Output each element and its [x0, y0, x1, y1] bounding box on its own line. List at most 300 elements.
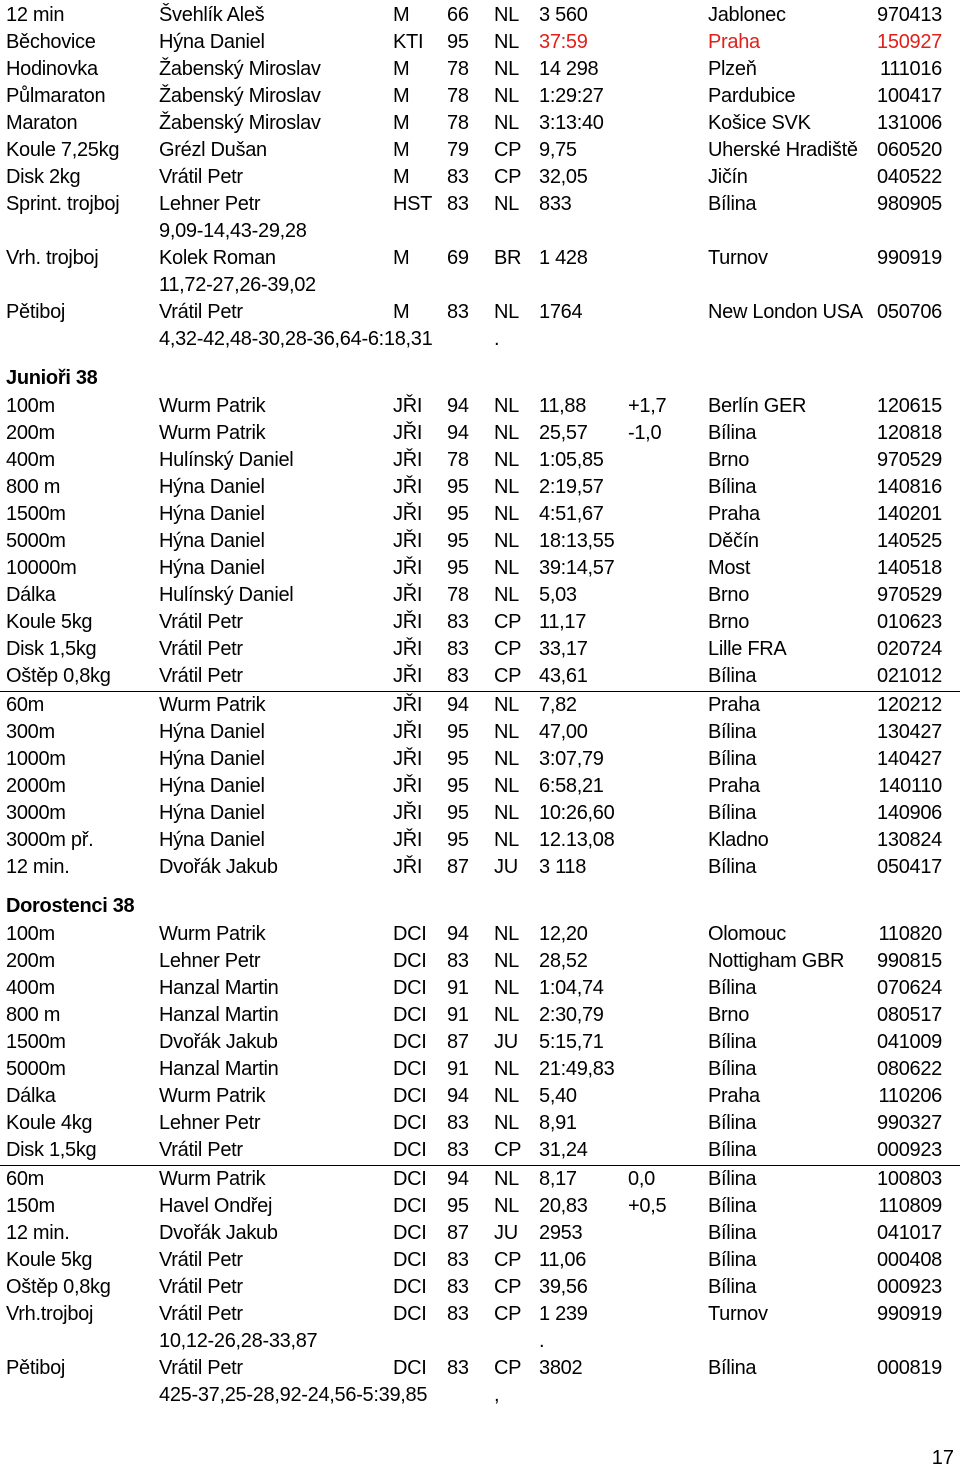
- record-result: 1 239: [539, 1303, 588, 1325]
- record-category: JŘI: [393, 422, 423, 444]
- record-row: [0, 1355, 960, 1382]
- record-event: 12 min.: [6, 1222, 70, 1244]
- record-birth-year: 94: [447, 923, 469, 945]
- record-row: [0, 854, 960, 881]
- record-result: 5:15,71: [539, 1031, 604, 1053]
- record-category: JŘI: [393, 665, 423, 687]
- record-type: NL: [494, 58, 519, 80]
- record-result: 8,91: [539, 1112, 577, 1134]
- record-detail-mark: .: [494, 328, 500, 350]
- record-row: [0, 1137, 960, 1166]
- record-date: 140906: [877, 802, 942, 824]
- record-place: Praha: [708, 1085, 760, 1107]
- record-event: Hodinovka: [6, 58, 98, 80]
- record-event: Vrh. trojboj: [6, 247, 99, 269]
- record-category: JŘI: [393, 611, 423, 633]
- record-detail-row: [0, 326, 960, 353]
- record-event: 800 m: [6, 1004, 61, 1026]
- record-type: CP: [494, 1276, 522, 1298]
- record-event: 60m: [6, 1168, 45, 1190]
- record-birth-year: 91: [447, 1004, 469, 1026]
- record-category: M: [393, 166, 410, 188]
- record-result: 39,56: [539, 1276, 588, 1298]
- record-birth-year: 95: [447, 802, 469, 824]
- record-wind: +1,7: [628, 395, 667, 417]
- record-category: JŘI: [393, 638, 423, 660]
- record-row: [0, 555, 960, 582]
- record-event: Pětiboj: [6, 1357, 66, 1379]
- record-event: Disk 2kg: [6, 166, 81, 188]
- record-row: [0, 800, 960, 827]
- record-place: Most: [708, 557, 751, 579]
- record-birth-year: 95: [447, 503, 469, 525]
- record-category: JŘI: [393, 829, 423, 851]
- record-category: DCI: [393, 1249, 427, 1271]
- record-result: 43,61: [539, 665, 588, 687]
- record-type: NL: [494, 503, 519, 525]
- record-row: [0, 827, 960, 854]
- record-date: 970529: [877, 584, 942, 606]
- record-result: 11,17: [539, 611, 587, 633]
- record-birth-year: 95: [447, 31, 469, 53]
- record-result: 12.13,08: [539, 829, 615, 851]
- record-date: 990919: [877, 247, 942, 269]
- record-type: JU: [494, 1031, 518, 1053]
- record-splits: 11,72-27,26-39,02: [159, 274, 316, 296]
- record-result: 1764: [539, 301, 583, 323]
- record-row: [0, 1193, 960, 1220]
- record-birth-year: 95: [447, 1195, 469, 1217]
- record-type: NL: [494, 748, 519, 770]
- record-detail-row: [0, 1382, 960, 1409]
- record-athlete: Wurm Patrik: [159, 395, 266, 417]
- record-type: NL: [494, 530, 519, 552]
- record-birth-year: 83: [447, 950, 469, 972]
- record-date: 150927: [877, 31, 942, 53]
- record-row: [0, 975, 960, 1002]
- record-place: Brno: [708, 584, 750, 606]
- record-row: [0, 692, 960, 719]
- record-event: Běchovice: [6, 31, 96, 53]
- record-result: 1:05,85: [539, 449, 604, 471]
- record-event: Koule 4kg: [6, 1112, 93, 1134]
- record-place: Děčín: [708, 530, 759, 552]
- record-type: CP: [494, 139, 522, 161]
- record-category: KTI: [393, 31, 424, 53]
- record-row: [0, 1166, 960, 1193]
- record-date: 120818: [877, 422, 942, 444]
- record-row: [0, 447, 960, 474]
- record-place: Bílina: [708, 476, 757, 498]
- record-place: Pardubice: [708, 85, 796, 107]
- record-date: 140518: [877, 557, 942, 579]
- record-type: NL: [494, 829, 519, 851]
- record-birth-year: 91: [447, 1058, 469, 1080]
- record-place: Praha: [708, 31, 760, 53]
- record-row: [0, 1110, 960, 1137]
- record-type: NL: [494, 422, 519, 444]
- record-type: CP: [494, 1139, 522, 1161]
- record-result: 18:13,55: [539, 530, 615, 552]
- record-type: BR: [494, 247, 522, 269]
- record-category: DCI: [393, 1276, 427, 1298]
- record-date: 060520: [877, 139, 942, 161]
- record-event: 800 m: [6, 476, 61, 498]
- record-category: DCI: [393, 1303, 427, 1325]
- record-row: [0, 528, 960, 555]
- record-athlete: Hýna Daniel: [159, 748, 265, 770]
- record-result: 20,83: [539, 1195, 588, 1217]
- record-category: M: [393, 58, 410, 80]
- record-category: JŘI: [393, 748, 423, 770]
- record-event: 400m: [6, 977, 55, 999]
- record-place: Bílina: [708, 1222, 757, 1244]
- record-wind: +0,5: [628, 1195, 667, 1217]
- record-row: [0, 773, 960, 800]
- record-category: JŘI: [393, 584, 423, 606]
- record-athlete: Dvořák Jakub: [159, 1222, 278, 1244]
- record-athlete: Grézl Dušan: [159, 139, 267, 161]
- record-event: 60m: [6, 694, 45, 716]
- record-athlete: Wurm Patrik: [159, 1168, 266, 1190]
- record-birth-year: 83: [447, 1139, 469, 1161]
- record-category: HST: [393, 193, 433, 215]
- record-birth-year: 78: [447, 449, 469, 471]
- record-result: 2:19,57: [539, 476, 604, 498]
- record-category: M: [393, 4, 410, 26]
- record-athlete: Hýna Daniel: [159, 557, 265, 579]
- record-row: [0, 245, 960, 272]
- record-type: NL: [494, 395, 519, 417]
- record-place: Brno: [708, 1004, 750, 1026]
- record-result: 32,05: [539, 166, 588, 188]
- record-splits: 9,09-14,43-29,28: [159, 220, 307, 242]
- record-event: Koule 7,25kg: [6, 139, 120, 161]
- record-detail-mark: ,: [494, 1384, 500, 1406]
- record-event: Dálka: [6, 584, 56, 606]
- record-splits: 10,12-26,28-33,87: [159, 1330, 318, 1352]
- record-date: 000408: [877, 1249, 942, 1271]
- section-spacer: [0, 353, 960, 363]
- record-category: DCI: [393, 1357, 427, 1379]
- record-place: Bílina: [708, 856, 757, 878]
- record-category: DCI: [393, 1085, 427, 1107]
- section-heading-text: Junioři 38: [6, 367, 98, 389]
- record-row: [0, 137, 960, 164]
- record-event: 1000m: [6, 748, 66, 770]
- record-birth-year: 83: [447, 1112, 469, 1134]
- record-date: 041017: [877, 1222, 942, 1244]
- record-date: 070624: [877, 977, 942, 999]
- record-row: [0, 719, 960, 746]
- record-event: Koule 5kg: [6, 1249, 93, 1271]
- record-event: 200m: [6, 950, 55, 972]
- record-category: DCI: [393, 1168, 427, 1190]
- record-result: 25,57: [539, 422, 588, 444]
- record-date: 040522: [877, 166, 942, 188]
- record-athlete: Wurm Patrik: [159, 694, 266, 716]
- record-date: 990815: [877, 950, 942, 972]
- record-athlete: Wurm Patrik: [159, 422, 266, 444]
- record-type: CP: [494, 638, 522, 660]
- record-date: 050417: [877, 856, 942, 878]
- record-row: [0, 1301, 960, 1328]
- record-athlete: Žabenský Miroslav: [159, 112, 321, 134]
- record-athlete: Vrátil Petr: [159, 665, 243, 687]
- record-athlete: Vrátil Petr: [159, 301, 243, 323]
- record-type: NL: [494, 1112, 519, 1134]
- record-date: 000819: [877, 1357, 942, 1379]
- record-event: Dálka: [6, 1085, 56, 1107]
- record-result: 833: [539, 193, 572, 215]
- record-date: 110809: [878, 1195, 942, 1217]
- record-birth-year: 69: [447, 247, 469, 269]
- record-category: DCI: [393, 1222, 427, 1244]
- record-place: Praha: [708, 503, 760, 525]
- record-birth-year: 95: [447, 530, 469, 552]
- record-result: 28,52: [539, 950, 588, 972]
- record-category: JŘI: [393, 775, 423, 797]
- record-place: Kladno: [708, 829, 769, 851]
- record-athlete: Vrátil Petr: [159, 1303, 243, 1325]
- record-athlete: Vrátil Petr: [159, 1276, 243, 1298]
- record-birth-year: 94: [447, 1168, 469, 1190]
- record-event: 100m: [6, 923, 55, 945]
- record-date: 080517: [877, 1004, 942, 1026]
- record-row: [0, 191, 960, 218]
- record-birth-year: 83: [447, 193, 469, 215]
- record-row: [0, 1274, 960, 1301]
- record-athlete: Hýna Daniel: [159, 476, 265, 498]
- record-birth-year: 83: [447, 1276, 469, 1298]
- record-type: NL: [494, 721, 519, 743]
- record-type: JU: [494, 1222, 518, 1244]
- record-athlete: Havel Ondřej: [159, 1195, 273, 1217]
- record-place: Bílina: [708, 665, 757, 687]
- record-event: 12 min.: [6, 856, 70, 878]
- record-athlete: Hýna Daniel: [159, 829, 265, 851]
- record-place: Bílina: [708, 193, 757, 215]
- record-event: 12 min: [6, 4, 65, 26]
- record-place: Berlín GER: [708, 395, 807, 417]
- record-place: Brno: [708, 611, 750, 633]
- record-birth-year: 87: [447, 856, 469, 878]
- record-type: JU: [494, 856, 518, 878]
- record-event: 100m: [6, 395, 55, 417]
- record-type: NL: [494, 775, 519, 797]
- record-category: JŘI: [393, 530, 423, 552]
- record-date: 080622: [877, 1058, 942, 1080]
- record-birth-year: 94: [447, 422, 469, 444]
- record-date: 990919: [877, 1303, 942, 1325]
- record-place: Bílina: [708, 1249, 757, 1271]
- page-number: 17: [931, 1447, 954, 1469]
- record-birth-year: 83: [447, 665, 469, 687]
- record-event: 200m: [6, 422, 55, 444]
- record-athlete: Dvořák Jakub: [159, 1031, 278, 1053]
- record-type: NL: [494, 1058, 519, 1080]
- records-document: [0, 2, 960, 1409]
- record-date: 970529: [877, 449, 942, 471]
- record-athlete: Hulínský Daniel: [159, 584, 294, 606]
- record-place: Bílina: [708, 1112, 757, 1134]
- record-birth-year: 91: [447, 977, 469, 999]
- record-detail-row: [0, 1328, 960, 1355]
- record-row: [0, 746, 960, 773]
- record-athlete: Hýna Daniel: [159, 503, 265, 525]
- record-result: 39:14,57: [539, 557, 615, 579]
- record-athlete: Vrátil Petr: [159, 1357, 243, 1379]
- record-birth-year: 87: [447, 1222, 469, 1244]
- record-wind: -1,0: [628, 422, 662, 444]
- record-type: NL: [494, 802, 519, 824]
- record-category: JŘI: [393, 395, 423, 417]
- record-category: DCI: [393, 1004, 427, 1026]
- record-place: Turnov: [708, 247, 768, 269]
- section-heading: [0, 891, 960, 921]
- record-birth-year: 78: [447, 58, 469, 80]
- record-row: [0, 1247, 960, 1274]
- record-category: M: [393, 301, 410, 323]
- record-date: 100803: [877, 1168, 942, 1190]
- record-result: 31,24: [539, 1139, 588, 1161]
- record-birth-year: 83: [447, 301, 469, 323]
- record-type: NL: [494, 85, 519, 107]
- record-event: 10000m: [6, 557, 77, 579]
- record-athlete: Vrátil Petr: [159, 166, 243, 188]
- record-athlete: Dvořák Jakub: [159, 856, 278, 878]
- record-place: Jičín: [708, 166, 748, 188]
- record-place: Lille FRA: [708, 638, 787, 660]
- record-place: Brno: [708, 449, 750, 471]
- record-athlete: Wurm Patrik: [159, 1085, 266, 1107]
- record-row: [0, 164, 960, 191]
- record-type: CP: [494, 166, 522, 188]
- record-date: 120615: [877, 395, 942, 417]
- record-detail-row: [0, 218, 960, 245]
- record-place: Bílina: [708, 1195, 757, 1217]
- record-detail-mark: .: [539, 1330, 545, 1352]
- record-result: 7,82: [539, 694, 577, 716]
- record-athlete: Hýna Daniel: [159, 530, 265, 552]
- record-row: [0, 1029, 960, 1056]
- record-place: Turnov: [708, 1303, 768, 1325]
- record-result: 3 560: [539, 4, 588, 26]
- record-birth-year: 94: [447, 694, 469, 716]
- record-row: [0, 299, 960, 326]
- record-birth-year: 87: [447, 1031, 469, 1053]
- record-event: 2000m: [6, 775, 66, 797]
- record-birth-year: 78: [447, 85, 469, 107]
- section-heading: [0, 363, 960, 393]
- record-wind: 0,0: [628, 1168, 655, 1190]
- record-category: DCI: [393, 1031, 427, 1053]
- record-date: 041009: [877, 1031, 942, 1053]
- record-athlete: Lehner Petr: [159, 1112, 261, 1134]
- record-result: 3802: [539, 1357, 583, 1379]
- record-result: 1:04,74: [539, 977, 604, 999]
- record-date: 110206: [878, 1085, 942, 1107]
- record-event: Koule 5kg: [6, 611, 93, 633]
- record-birth-year: 95: [447, 829, 469, 851]
- record-event: 1500m: [6, 1031, 66, 1053]
- record-category: DCI: [393, 977, 427, 999]
- record-event: Oštěp 0,8kg: [6, 1276, 111, 1298]
- record-place: Bílina: [708, 1058, 757, 1080]
- record-event: 3000m př.: [6, 829, 94, 851]
- record-result: 37:59: [539, 31, 588, 53]
- record-date: 140201: [877, 503, 942, 525]
- record-athlete: Hanzal Martin: [159, 1058, 279, 1080]
- record-place: New London USA: [708, 301, 863, 323]
- record-type: NL: [494, 1004, 519, 1026]
- record-athlete: Wurm Patrik: [159, 923, 266, 945]
- record-result: 47,00: [539, 721, 588, 743]
- record-category: JŘI: [393, 476, 423, 498]
- record-place: Jablonec: [708, 4, 786, 26]
- record-result: 5,03: [539, 584, 577, 606]
- record-row: [0, 29, 960, 56]
- record-type: CP: [494, 611, 522, 633]
- record-type: NL: [494, 1195, 519, 1217]
- record-row: [0, 1002, 960, 1029]
- record-date: 000923: [877, 1276, 942, 1298]
- record-event: Sprint. trojboj: [6, 193, 120, 215]
- record-category: DCI: [393, 1112, 427, 1134]
- record-type: NL: [494, 977, 519, 999]
- record-type: CP: [494, 665, 522, 687]
- record-birth-year: 83: [447, 638, 469, 660]
- record-category: DCI: [393, 950, 427, 972]
- record-result: 3 118: [539, 856, 587, 878]
- record-athlete: Hanzal Martin: [159, 977, 279, 999]
- record-result: 5,40: [539, 1085, 577, 1107]
- record-date: 111016: [880, 58, 942, 80]
- record-type: NL: [494, 1168, 519, 1190]
- record-detail-row: [0, 272, 960, 299]
- record-category: M: [393, 139, 410, 161]
- section-spacer: [0, 881, 960, 891]
- record-row: [0, 501, 960, 528]
- record-event: Pětiboj: [6, 301, 66, 323]
- record-category: JŘI: [393, 449, 423, 471]
- section-heading-text: Dorostenci 38: [6, 895, 135, 917]
- record-birth-year: 79: [447, 139, 469, 161]
- record-place: Bílina: [708, 802, 757, 824]
- record-event: Oštěp 0,8kg: [6, 665, 111, 687]
- record-row: [0, 56, 960, 83]
- record-athlete: Kolek Roman: [159, 247, 276, 269]
- record-date: 990327: [877, 1112, 942, 1134]
- record-category: JŘI: [393, 856, 423, 878]
- record-row: [0, 1083, 960, 1110]
- record-category: DCI: [393, 923, 427, 945]
- record-category: JŘI: [393, 721, 423, 743]
- record-category: JŘI: [393, 503, 423, 525]
- record-date: 010623: [877, 611, 942, 633]
- record-category: M: [393, 247, 410, 269]
- record-date: 120212: [877, 694, 942, 716]
- record-place: Bílina: [708, 748, 757, 770]
- record-type: NL: [494, 557, 519, 579]
- record-type: NL: [494, 193, 519, 215]
- record-row: [0, 1056, 960, 1083]
- record-date: 130824: [877, 829, 942, 851]
- record-place: Praha: [708, 694, 760, 716]
- record-type: NL: [494, 476, 519, 498]
- record-place: Bílina: [708, 1139, 757, 1161]
- record-event: 3000m: [6, 802, 66, 824]
